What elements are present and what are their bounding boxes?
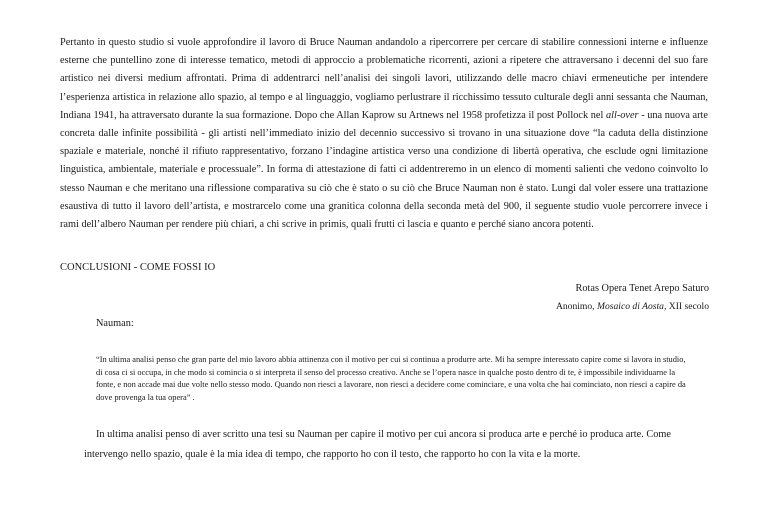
quote-speaker: Nauman: (96, 318, 134, 329)
epigraph-source (556, 301, 709, 312)
intro-text-part2: - una nuova arte concreta dalle infinite possibilità - gli artisti nell’immediato inizio del decennio successivo si trovano in una situazione dove “la caduta della distinzione spaziale e materiale, nonché il rifiuto rappresentativo, forzano l’indagine artistica verso una condizione di libertà operativa, che esclude ogni limitazione linguistica, ambientale, materiale e processuale”. In forma di attestazione di fatti ci addentreremo in un elenco di momenti salienti che vedono coinvolto lo stesso Nauman e che meritano una riflessione comparativa su ciò che è stato o su ciò che Bruce Nauman non è stato. Lungi dal voler essere una trattazione esaustiva di tutto il lavoro dell’artista, e mostrarcelo come una granitica colonna della seconda metà del 900, il seguente studio vuole percorrere invece i rami dell’albero Nauman per rendere più chiari, a chi scrive in primis, quali frutti ci lascia e quanto e perché siano ancora potenti. (60, 109, 708, 231)
epigraph-source-italic: Mosaico di Aosta, (596, 301, 667, 312)
epigraph-motto: Rotas Opera Tenet Arepo Saturo (575, 283, 709, 294)
intro-italic-term: all-over (605, 109, 639, 121)
epigraph-source-prefix: Anonimo, (555, 301, 597, 312)
epigraph-source-suffix: XII secolo (666, 301, 709, 312)
intro-text-part1: Pertanto in questo studio si vuole approfondire il lavoro di Bruce Nauman andandolo a ripercorrere per cercare di stabilire connessioni interne e influenze esterne che puntellino zone di interesse tematico, metodi di approccio a problematiche ricorrenti, azioni a ripetere che attraversano i decenni del suo fare artistico nei diversi medium affrontati. Prima di addentrarci nell’analisi dei singoli lavori, utilizzando delle macro chiavi ermeneutiche per intendere l’esperienza artistica in relazione allo spazio, al tempo e al linguaggio, vogliamo perlustrare il ricchissimo tessuto culturale degli anni sessanta che Nauman, Indiana 1941, ha attraversato durante la sua formazione. Dopo che Allan Kaprow su Artnews nel 1958 profetizza il post Pollock nel (60, 37, 708, 121)
block-quote: “In ultima analisi penso che gran parte del mio lavoro abbia attinenza con il motivo per cui si continua a produrre arte. Mi ha sempre interessato capire come si lavora in studio, di cosa ci si occupa, in che modo si comincia o si interpreta il senso del processo creativo. Anche se l’opera nasce in qualche posto dentro di te, è impossibile individuarne la fonte, e non accade mai due volte nello stesso modo. Quando non riesci a lavorare, non riesci a decidere come cominciare, e una volta che hai cominciato, non riesci a capire da dove provenga la tua opera” . (96, 355, 686, 402)
closing-paragraph: In ultima analisi penso di aver scritto una tesi su Nauman per capire il motivo per cui ancora si produca arte e perché io produca arte. Come intervengo nello spazio, quale è la mia idea di tempo, che rapporto ho con il testo, che rapporto ho con la vita e la morte. (84, 429, 671, 460)
intro-paragraph (60, 34, 708, 234)
section-heading: CONCLUSIONI - COME FOSSI IO (60, 262, 216, 273)
